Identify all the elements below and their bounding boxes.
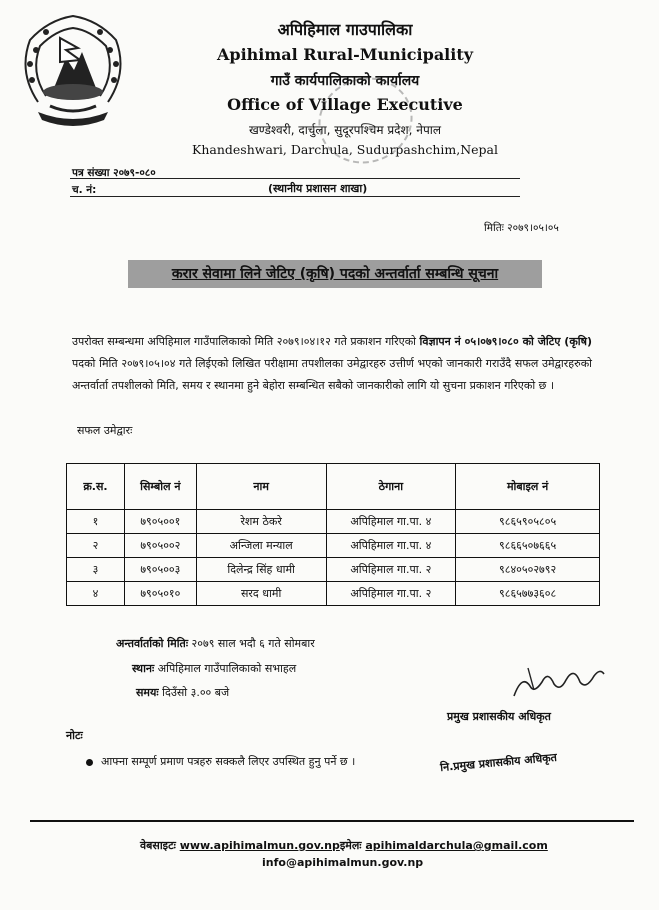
cell-mobile: ९८४०५०२७९२ (456, 558, 600, 582)
cell-symbol: ७९०५००२ (124, 534, 196, 558)
col-header-sn: क्र.स. (67, 464, 125, 510)
municipality-name-en: Apihimal Rural-Municipality (216, 45, 474, 64)
table-row (67, 582, 600, 606)
acting-signatory-title: नि.प्रमुख प्रशासकीय अधिकृत (439, 750, 558, 775)
nepal-emblem-icon (8, 2, 138, 132)
cell-address: अपिहिमाल गा.पा. ४ (326, 510, 456, 534)
cell-symbol: ७९०५००३ (124, 558, 196, 582)
notice-date: मितिः २०७९।०५।०५ (484, 222, 559, 234)
municipality-name-np: अपिहिमाल गाउपालिका (277, 20, 413, 39)
cell-name: अन्जिला मन्याल (196, 534, 326, 558)
email-link[interactable]: apihimaldarchula@gmail.com (365, 839, 548, 852)
cell-sn: १ (67, 510, 125, 534)
office-name-np: गाउँ कार्यपालिकाको कार्यालय (270, 73, 420, 89)
footer-divider (30, 820, 634, 822)
cell-address: अपिहिमाल गा.पा. ४ (326, 534, 456, 558)
address-np: खण्डेश्वरी, दार्चुला, सुदूरपश्चिम प्रदेश, नेपाल (248, 123, 442, 137)
note-text: आफ्ना सम्पूर्ण प्रमाण पत्रहरु सक्कलै लिएर उपस्थित हुनु पर्ने छ । (101, 755, 356, 768)
cell-name: दिलेन्द्र सिंह धामी (196, 558, 326, 582)
interview-place-value: अपिहिमाल गाउँपालिकाको सभाहल (157, 662, 297, 675)
cell-mobile: ९८६५९०५८०५ (456, 510, 600, 534)
reference-number: पत्र संख्या २०७९-०८० (72, 167, 156, 179)
signatory-title: प्रमुख प्रशासकीय अधिकृत (447, 710, 551, 723)
footer-email-2[interactable]: info@apihimalmun.gov.np (262, 856, 424, 869)
table-row (67, 510, 600, 534)
cell-sn: ४ (67, 582, 125, 606)
address-en: Khandeshwari, Darchula, Sudurpashchim,Nepal (192, 142, 498, 157)
footer-contact (140, 838, 548, 853)
note-label: नोटः (66, 729, 83, 742)
cell-symbol: ७९०५००१ (124, 510, 196, 534)
branch-name: (स्थानीय प्रशासन शाखा) (268, 182, 368, 195)
website-link[interactable]: www.apihimalmun.gov.np (179, 839, 340, 852)
col-header-name: नाम (196, 464, 326, 510)
body-text-2: पदको मिति २०७९।०५।०४ गते लिईएको लिखित परीक्षामा तपशीलका उमेद्वारहरु उत्तीर्ण भएको जानकारी गराउँदै सफल उमेद्वारहरुको अन्तर्वार्ता तपशीलको मिति, समय र स्थानमा हुने बेहोरा सम्बन्धित सबैको जानकारीको लागि यो सुचना प्रकाशन गरिएको छ । (72, 357, 592, 392)
table-header-row (67, 464, 600, 510)
candidates-table (66, 463, 600, 606)
dispatch-number: च. नं: (72, 184, 97, 196)
cell-mobile: ९८६६५०७६६५ (456, 534, 600, 558)
cell-symbol: ७९०५०१० (124, 582, 196, 606)
cell-name: सरद धामी (196, 582, 326, 606)
cell-sn: ३ (67, 558, 125, 582)
cell-address: अपिहिमाल गा.पा. २ (326, 582, 456, 606)
cell-mobile: ९८६५७७३६०८ (456, 582, 600, 606)
body-advertisement-ref: विज्ञापन नं ०५।०७९।०८० को जेटिए (कृषि) (419, 335, 592, 348)
cell-name: रेशम ठेकरे (196, 510, 326, 534)
interview-time-label: समयः (136, 686, 159, 699)
table-row (67, 534, 600, 558)
interview-time-value: दिउँसो ३.०० बजे (162, 686, 230, 699)
successful-candidates-label: सफल उमेद्वारः (77, 424, 133, 437)
table-row (67, 558, 600, 582)
cell-address: अपिहिमाल गा.पा. २ (326, 558, 456, 582)
interview-date-value: २०७९ साल भदौ ६ गते सोमबार (191, 637, 315, 650)
notice-body (72, 331, 592, 397)
interview-place-label: स्थानः (132, 662, 155, 675)
divider (70, 178, 520, 179)
interview-date-label: अन्तर्वार्ताको मितिः (116, 637, 189, 650)
body-text-1: उपरोक्त सम्बन्धमा अपिहिमाल गाउँपालिकाको मिति २०७९।०४।१२ गते प्रकाशन गरिएको (72, 335, 420, 348)
handwritten-signature (508, 656, 608, 704)
cell-sn: २ (67, 534, 125, 558)
interview-date (116, 636, 315, 651)
notice-title: करार सेवामा लिने जेटिए (कृषि) पदको अन्तर्वार्ता सम्बन्धि सूचना (128, 260, 542, 288)
interview-place (132, 661, 296, 676)
col-header-mobile: मोबाइल नं (456, 464, 600, 510)
interview-time (136, 685, 229, 700)
bullet-icon (86, 759, 93, 766)
divider (70, 196, 520, 197)
col-header-symbol: सिम्बोल नं (124, 464, 196, 510)
col-header-address: ठेगाना (326, 464, 456, 510)
email-label: इमेलः (339, 839, 366, 852)
website-label: वेबसाइटः (140, 839, 180, 852)
office-name-en: Office of Village Executive (227, 95, 463, 114)
note-item (86, 754, 355, 769)
